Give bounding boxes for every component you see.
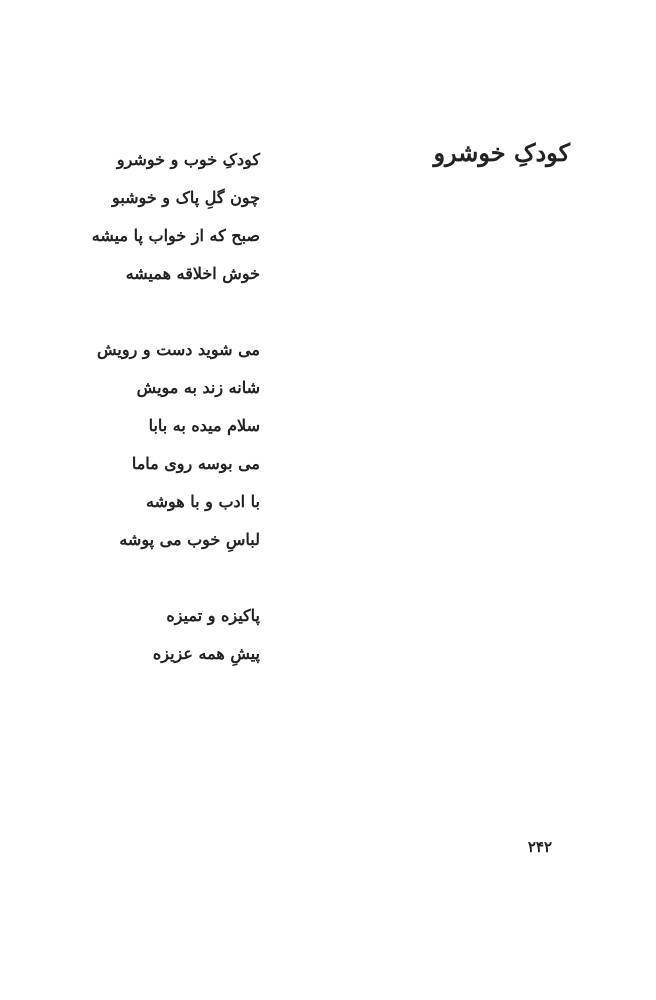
verse-line: پیشِ همه عزیزه [152, 644, 260, 663]
verse-line: کودکِ خوب و خوشرو [116, 150, 260, 169]
stanza-1 [60, 146, 260, 298]
verse-line: شانه زند به مویش [136, 378, 260, 397]
stanza-2 [60, 336, 260, 564]
verse-line: چون گلِ پاک و خوشبو [112, 188, 260, 207]
verse-line: با ادب و با هوشه [146, 492, 260, 511]
verse-line: خوش اخلاقه همیشه [125, 264, 260, 283]
page-title: کودکِ خوشرو [433, 138, 570, 167]
verse-line: پاکیزه و تمیزه [166, 606, 260, 625]
verse-line: لباسِ خوب می پوشه [119, 530, 260, 549]
verse-line: می شوید دست و رویش [97, 340, 260, 359]
verse-line: می بوسه روی ماما [131, 454, 260, 473]
page-number: ۲۴۲ [527, 838, 552, 856]
stanza-3 [60, 602, 260, 678]
verse-line: صبح که از خواب پا میشه [91, 226, 260, 245]
verse-line: سلام میده به بابا [148, 416, 260, 435]
poem-body [60, 146, 260, 678]
